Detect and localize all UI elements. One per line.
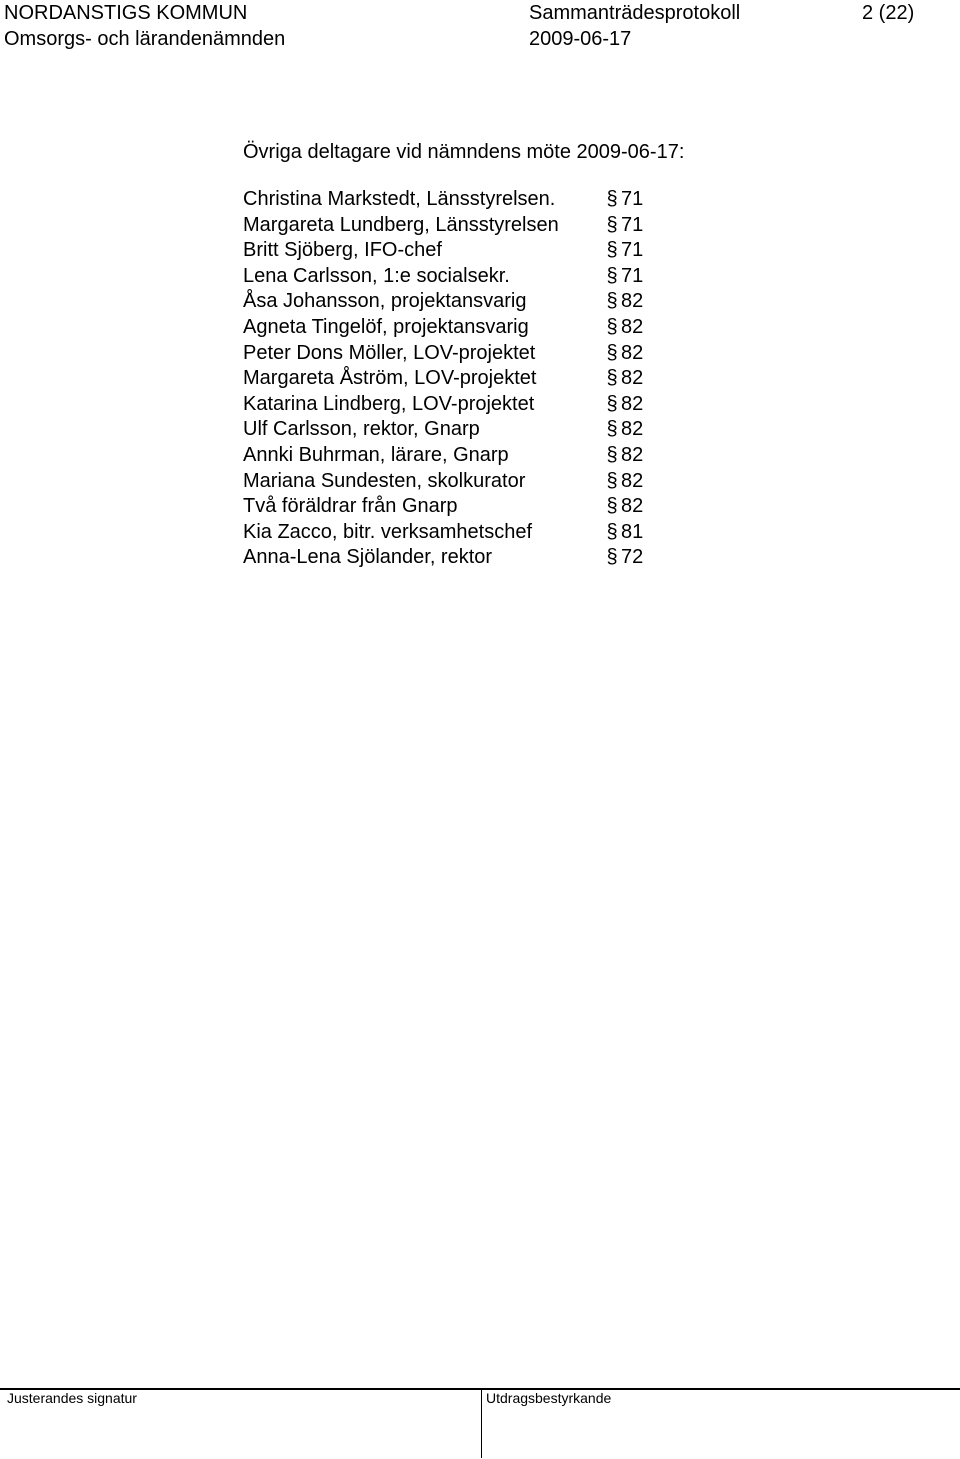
section-reference — [603, 187, 647, 213]
section-number: 82 — [621, 341, 644, 364]
section-reference — [603, 213, 647, 239]
page-number: 2 (22) — [862, 2, 915, 24]
municipality-name: NORDANSTIGS KOMMUN — [4, 2, 248, 24]
section-number: 71 — [621, 188, 644, 210]
section-reference — [603, 469, 647, 495]
participant-name: Lena Carlsson, 1:e socialsekr. — [243, 264, 510, 287]
participant-name: Anna-Lena Sjölander, rektor — [243, 546, 493, 569]
section-symbol: § — [606, 495, 618, 518]
section-number: 82 — [621, 469, 644, 492]
signature-label: Justerandes signatur — [7, 1390, 137, 1406]
participant-name: Kia Zacco, bitr. verksamhetschef — [243, 520, 533, 543]
section-reference — [603, 366, 647, 392]
participant-name: Christina Markstedt, Länsstyrelsen. — [243, 188, 556, 210]
section-number: 82 — [621, 315, 644, 338]
section-reference — [603, 315, 647, 341]
section-symbol: § — [606, 443, 618, 466]
participant-name: Britt Sjöberg, IFO-chef — [243, 239, 442, 262]
section-reference — [603, 545, 647, 571]
section-symbol: § — [606, 264, 618, 287]
section-number: 82 — [621, 290, 644, 313]
meeting-date: 2009-06-17 — [529, 28, 632, 50]
section-symbol: § — [606, 315, 618, 338]
section-reference — [603, 392, 647, 418]
section-symbol: § — [606, 367, 618, 390]
participant-name: Margareta Åström, LOV-projektet — [243, 367, 537, 390]
section-number: 82 — [621, 418, 644, 441]
participant-name: Agneta Tingelöf, projektansvarig — [243, 315, 529, 338]
section-symbol: § — [606, 418, 618, 441]
section-symbol: § — [606, 188, 618, 210]
section-number: 72 — [621, 546, 644, 569]
section-reference — [603, 341, 647, 367]
document-type: Sammanträdesprotokoll — [529, 2, 741, 24]
section-symbol: § — [606, 546, 618, 569]
section-reference — [603, 289, 647, 315]
section-reference — [603, 417, 647, 443]
participant-name: Peter Dons Möller, LOV-projektet — [243, 341, 536, 364]
participant-name: Katarina Lindberg, LOV-projektet — [243, 392, 535, 415]
participant-name: Mariana Sundesten, skolkurator — [243, 469, 526, 492]
participant-name: Annki Buhrman, lärare, Gnarp — [243, 443, 509, 466]
section-reference — [603, 238, 647, 264]
section-number: 71 — [621, 213, 644, 236]
section-reference — [603, 264, 647, 290]
section-symbol: § — [606, 239, 618, 262]
participants-heading: Övriga deltagare vid nämndens möte 2009-06-17: — [243, 141, 685, 163]
section-reference — [603, 443, 647, 469]
participant-name: Ulf Carlsson, rektor, Gnarp — [243, 418, 480, 441]
footer-divider — [0, 1388, 960, 1390]
section-number: 71 — [621, 264, 644, 287]
section-symbol: § — [606, 290, 618, 313]
section-reference — [603, 494, 647, 520]
section-number: 81 — [621, 520, 644, 543]
section-number: 82 — [621, 443, 644, 466]
section-number: 82 — [621, 495, 644, 518]
committee-name: Omsorgs- och lärandenämnden — [4, 28, 286, 50]
footer-column-divider — [481, 1388, 482, 1458]
section-number: 82 — [621, 367, 644, 390]
certification-label: Utdragsbestyrkande — [486, 1390, 612, 1406]
section-reference — [603, 520, 647, 546]
section-number: 82 — [621, 392, 644, 415]
section-symbol: § — [606, 213, 618, 236]
participant-name: Två föräldrar från Gnarp — [243, 495, 458, 518]
participant-name: Margareta Lundberg, Länsstyrelsen — [243, 213, 559, 236]
section-symbol: § — [606, 520, 618, 543]
section-symbol: § — [606, 392, 618, 415]
section-number: 71 — [621, 239, 644, 262]
participant-name: Åsa Johansson, projektansvarig — [243, 290, 527, 313]
section-symbol: § — [606, 469, 618, 492]
section-symbol: § — [606, 341, 618, 364]
